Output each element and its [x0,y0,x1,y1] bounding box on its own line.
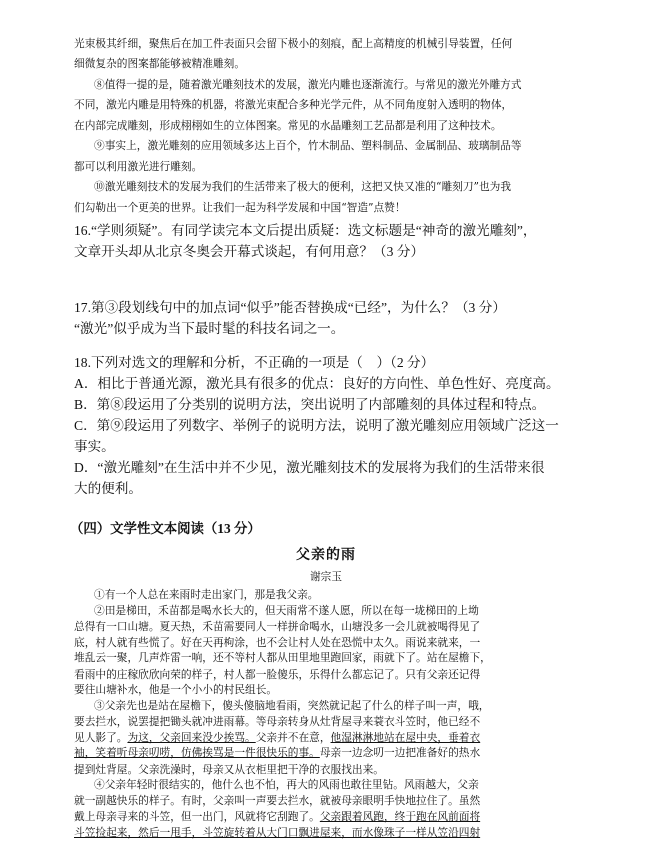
story-paragraph-3-line [74,745,572,761]
paragraph-9-line: ⑨事实上，激光雕刻的应用领域多达上百个，竹木制品、塑料制品、金属制品、玻璃制品等 [94,139,522,152]
underlined-sentence: 为这，父亲回来没少挨骂。 [127,730,256,744]
story-paragraph-2-line: 总得有一口山塘。夏天热，禾苗需要同人一样拼命喝水，山塘没多一会儿就被喝得见了 [74,619,481,633]
underlined-sentence: 父亲跟着风跑，终于跑在风前面将 [319,809,481,823]
option-b: B．第⑧段运用了分类别的说明方法，突出说明了内部雕刻的具体过程和特点。 [74,397,546,412]
story-paragraph-3-line [74,730,572,746]
question-18: 18.下列对选文的理解和分析，不正确的一项是（ ）（2 分） [74,355,435,370]
story-author: 谢宗玉 [309,570,343,583]
paragraph-8-line: 在内部完成雕刻，形成栩栩如生的立体图案。常见的水晶雕刻工艺品都是利用了这种技术。 [74,119,502,132]
text-segment: 母亲一边念叨一边把准备好的热水 [319,746,481,760]
text-segment: 戴上母亲寻来的斗笠，但一出门，风就将它刮跑了。 [74,809,320,823]
text-segment: 见人影了。 [74,730,128,744]
story-paragraph-4-line: ④父亲年轻时很结实的，他什么也不怕，再大的风雨也敢往里钻。风雨越大，父亲 [94,778,479,792]
story-paragraph-3-line: 提到灶背屋。父亲洗澡时，母亲又从衣柜里把干净的衣服找出来。 [74,762,384,776]
section-heading: （四）文学性文本阅读（13 分） [70,521,261,536]
question-16-cont: 文章开头却从北京冬奥会开幕式谈起，有何用意？（3 分） [74,244,425,259]
underlined-sentence: 斗笠捡起来，然后一甩手，斗笠旋转着从大门口飘进屋来，而水像珠子一样从笠沿四射 [74,826,481,839]
story-title: 父亲的雨 [296,547,356,563]
story-paragraph-3-line: 要去拦水，说罢提把锄头就冲进雨幕。等母亲转身从灶背屋寻来蓑衣斗笠时，他已经不 [74,714,481,728]
passage-line: 光束极其纤细，聚焦后在加工件表面只会留下极小的刻痕，配上高精度的机械引导装置，任何 [74,37,513,50]
question-17: 17.第③段划线句中的加点词“似乎”能否替换成“已经”，为什么？（3 分） [74,300,506,315]
paragraph-9-line: 都可以利用激光进行雕刻。 [74,160,203,173]
story-paragraph-4-line [74,809,572,825]
passage-line: 细微复杂的图案都能够被精准雕刻。 [74,57,246,70]
text-segment: 父亲并不在意， [255,730,331,744]
paragraph-8-line: 不同，激光内雕是用特殊的机器，将激光束配合多种光学元件，从不同角度射入透明的物体， [74,98,513,111]
paragraph-8-line: ⑧值得一提的是，随着激光雕刻技术的发展，激光内雕也逐渐流行。与常见的激光外雕方式 [94,78,522,91]
underlined-sentence: 袖，笑着听母亲叨唠，仿佛挨骂是一件很快乐的事。 [74,746,320,760]
story-paragraph-2-line: 看雨中的庄稼欣欣向荣的样子，村人都一脸傻乐，乐得什么都忘记了。只有父亲还记得 [74,667,481,681]
option-d: D．“激光雕刻”在生活中并不少见，激光雕刻技术的发展将为我们的生活带来很 [74,460,545,475]
story-paragraph-3-line: ③父亲先也是站在屋檐下，傻头傻脑地看雨，突然就记起了什么的样子叫一声，哦， [94,699,490,713]
story-paragraph-2-line: 底，村人就有些慌了。好在天再枸涂，也不会让村人处在恐慌中太久。雨说来就来，一 [74,635,481,649]
story-paragraph-1: ①有一个人总在来雨时走出家门，那是我父亲。 [94,588,319,601]
option-c: C．第⑨段运用了列数字、举例子的说明方法，说明了激光雕刻应用领域广泛这一 [74,418,559,433]
option-c-cont: 事实。 [74,439,115,454]
story-paragraph-2-line: ②田是梯田，禾苗都是喝水长大的，但天雨常不遂人愿，所以在每一垅梯田的上坳 [94,604,479,618]
underlined-sentence: 他湿淋淋地站在屋中央，垂着衣 [330,730,481,744]
paragraph-10-line: 们勾勒出一个更美的世界。让我们一起为科学发展和中国“智造”点赞！ [74,201,406,214]
question-17-quote: “激光”似乎成为当下最时髦的科技名词之一。 [74,321,345,336]
story-paragraph-4-line: 就一副越快乐的样子。有时，父亲叫一声要去拦水，就被母亲眼明手快地拉住了。虽然 [74,794,481,808]
paragraph-10-line: ⑩激光雕刻技术的发展为我们的生活带来了极大的便利，这把又快又准的“雕刻刀”也为我 [94,180,512,193]
option-a: A．相比于普通光源，激光具有很多的优点：良好的方向性、单色性好、亮度高。 [74,376,560,391]
option-d-cont: 大的便利。 [74,481,142,496]
story-paragraph-2-line: 堆乱云一聚，几声炸雷一响，还不等村人都从田里地里跑回家，雨就下了。站在屋檐下， [74,651,491,665]
story-paragraph-2-line: 要往山塘补水，他是一个小小的村民组长。 [74,683,278,697]
question-16: 16.“学则须疑”。有同学读完本文后提出质疑：选文标题是“神奇的激光雕刻”， [74,223,537,238]
